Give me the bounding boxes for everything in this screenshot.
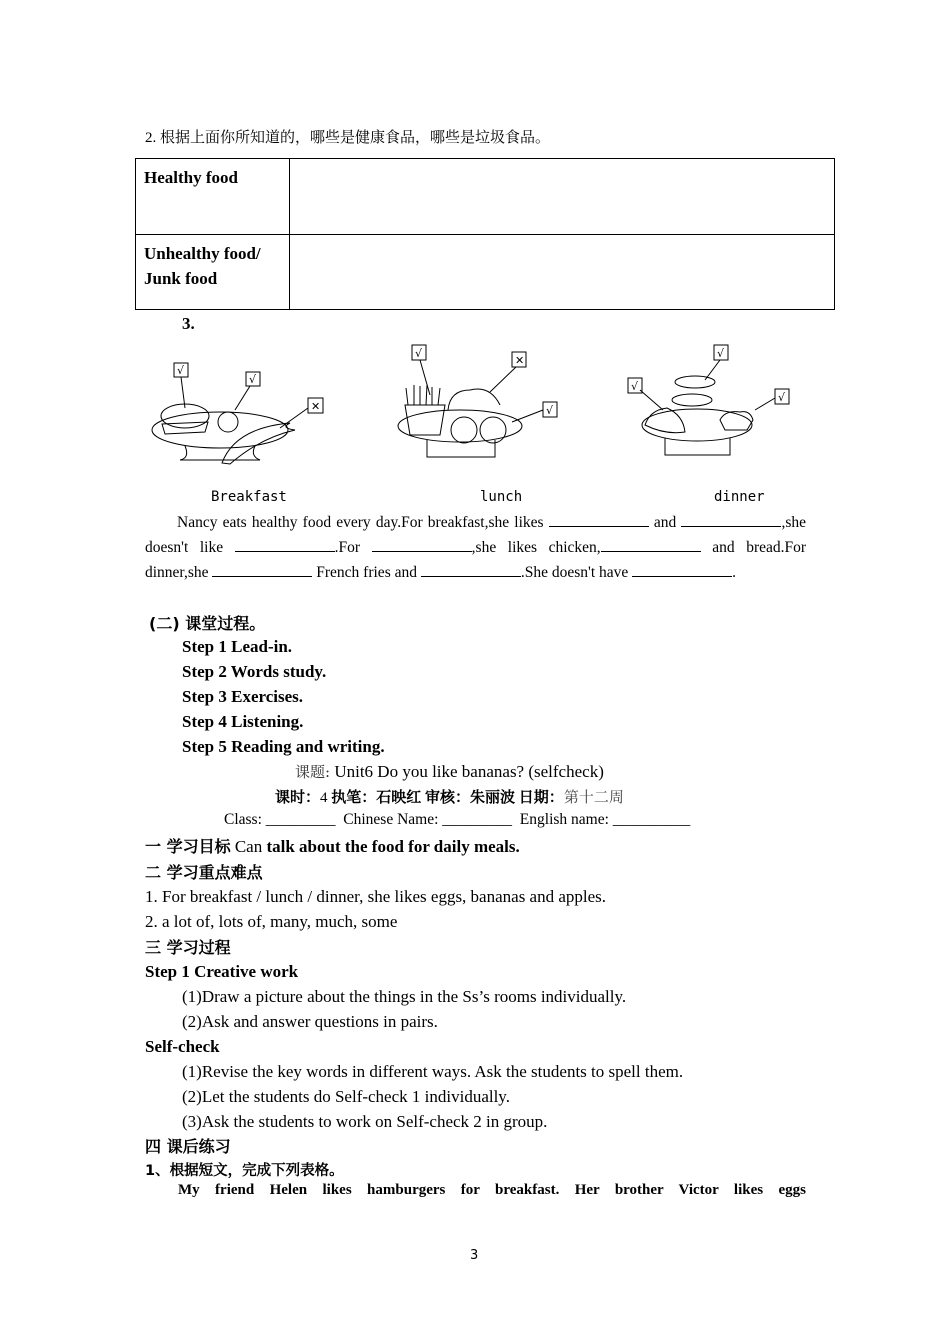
- cross-mark-icon: [308, 398, 323, 413]
- answer-blank[interactable]: [681, 512, 781, 527]
- selfcheck-item: (3)Ask the students to work on Self-check 2 in group.: [182, 1112, 548, 1131]
- topic-title: Unit6 Do you like bananas? (selfcheck): [334, 762, 604, 781]
- apple: [218, 412, 238, 432]
- question-3-number: 3.: [182, 314, 195, 333]
- step-item: Step 5 Reading and writing.: [182, 737, 385, 756]
- answer-blank[interactable]: [372, 537, 472, 552]
- unhealthy-food-label: [136, 235, 290, 310]
- paragraph-text: .She doesn't have: [520, 564, 629, 581]
- vegetables: [720, 412, 753, 430]
- check-mark-icon: [543, 402, 557, 417]
- writer: 执笔：石映红: [331, 788, 422, 806]
- paragraph-text: and: [653, 514, 677, 531]
- answer-blank[interactable]: [549, 512, 649, 527]
- food-classification-table: [135, 158, 835, 310]
- period-value: 4: [320, 790, 328, 806]
- meal-label-breakfast: Breakfast: [211, 489, 287, 505]
- svg-text:√: √: [717, 347, 725, 360]
- check-mark-icon: [174, 363, 188, 377]
- unhealthy-food-label-line2: Junk food: [144, 269, 218, 288]
- step-item: Step 3 Exercises.: [182, 687, 304, 706]
- broccoli: [448, 389, 500, 410]
- chinese-name-label: Chinese Name:: [343, 811, 439, 828]
- french-fries: [405, 405, 445, 435]
- cross-mark-icon: [512, 352, 526, 367]
- key-point-item: 2. a lot of, lots of, many, much, some: [145, 912, 398, 931]
- check-mark-icon: [628, 378, 642, 393]
- paragraph-text: Nancy eats healthy food every day.For breakfast,she likes: [177, 514, 544, 531]
- tomato: [451, 417, 477, 443]
- class-field[interactable]: _________: [265, 811, 336, 828]
- homework-heading: 四 课后练习: [145, 1137, 231, 1156]
- healthy-food-label: Healthy food: [136, 159, 290, 235]
- answer-blank[interactable]: [421, 562, 521, 577]
- svg-text:√: √: [631, 380, 639, 393]
- step-item: Step 4 Listening.: [182, 712, 304, 731]
- check-mark-icon: [714, 345, 728, 360]
- svg-text:√: √: [177, 364, 185, 377]
- class-label: Class:: [224, 811, 262, 828]
- learning-objective: [145, 834, 520, 859]
- table-row-unhealthy: [136, 235, 835, 310]
- reviewer: 审核：朱丽波: [425, 788, 516, 806]
- objective-heading: 一 学习目标: [145, 837, 231, 856]
- date-label: 日期：: [518, 788, 564, 806]
- process-heading: 三 学习过程: [145, 938, 231, 957]
- lunch-illustration: [390, 340, 570, 465]
- fill-in-paragraph: [145, 510, 806, 585]
- check-mark-icon: [246, 372, 260, 386]
- paragraph-text: and bread.For dinner,she: [145, 539, 807, 581]
- unhealthy-food-label-line1: Unhealthy food/: [144, 244, 261, 263]
- step1-item: (1)Draw a picture about the things in the Ss’s rooms individually.: [182, 987, 627, 1006]
- exercise-1-instruction: 1、根据短文，完成下列表格。: [145, 1163, 344, 1179]
- chinese-name-field[interactable]: _________: [442, 811, 513, 828]
- answer-blank[interactable]: [235, 537, 335, 552]
- svg-text:√: √: [249, 373, 257, 386]
- banana: [222, 423, 295, 464]
- unhealthy-food-answer-cell[interactable]: [290, 235, 835, 310]
- page-number: 3: [470, 1248, 479, 1263]
- dinner-illustration: [625, 340, 800, 465]
- bread: [672, 394, 712, 406]
- table-row-healthy: [136, 159, 835, 235]
- step1-title: Step 1 Creative work: [145, 962, 299, 981]
- period-label: 课时：: [275, 788, 321, 806]
- answer-blank[interactable]: [632, 562, 732, 577]
- check-mark-icon: [775, 389, 789, 404]
- question-2-instruction: 2. 根据上面你所知道的，哪些是健康食品，哪些是垃圾食品。: [145, 130, 551, 146]
- svg-text:✕: ✕: [515, 354, 525, 367]
- lesson-topic: [295, 759, 604, 785]
- bread: [675, 376, 715, 388]
- check-mark-icon: [412, 345, 426, 360]
- objective-text: talk about the food for daily meals.: [266, 837, 520, 856]
- date-value: 第十二周: [563, 788, 624, 806]
- selfcheck-item: (2)Let the students do Self-check 1 individually.: [182, 1087, 510, 1106]
- svg-text:√: √: [546, 404, 554, 417]
- selfcheck-item: (1)Revise the key words in different ways. Ask the students to spell them.: [182, 1062, 684, 1081]
- exercise-1-passage: My friend Helen likes hamburgers for breakfast. Her brother Victor likes eggs: [178, 1182, 806, 1198]
- svg-text:√: √: [415, 347, 423, 360]
- step-item: Step 2 Words study.: [182, 662, 327, 681]
- svg-text:✕: ✕: [311, 400, 321, 413]
- classroom-process-heading: (二) 课堂过程。: [149, 614, 266, 633]
- student-info: [224, 811, 690, 829]
- topic-label: 课题:: [295, 763, 331, 781]
- paragraph-text: French fries and: [316, 564, 417, 581]
- meal-label-dinner: dinner: [714, 489, 765, 505]
- english-name-field[interactable]: __________: [612, 811, 691, 828]
- svg-text:√: √: [778, 391, 786, 404]
- answer-blank[interactable]: [212, 562, 312, 577]
- english-name-label: English name:: [519, 811, 609, 828]
- step-item: Step 1 Lead-in.: [182, 637, 293, 656]
- paragraph-text: .For: [334, 539, 361, 556]
- paragraph-text: ,she likes chicken,: [471, 539, 601, 556]
- key-points-heading: 二 学习重点难点: [145, 863, 263, 882]
- key-point-item: 1. For breakfast / lunch / dinner, she likes eggs, bananas and apples.: [145, 887, 607, 906]
- answer-blank[interactable]: [601, 537, 701, 552]
- paragraph-text: .: [732, 564, 737, 581]
- meal-label-lunch: lunch: [480, 489, 523, 505]
- healthy-food-answer-cell[interactable]: [290, 159, 835, 235]
- breakfast-illustration: [150, 358, 330, 468]
- paragraph-text: ,she doesn't like: [145, 514, 807, 556]
- selfcheck-title: Self-check: [145, 1037, 220, 1056]
- step1-item: (2)Ask and answer questions in pairs.: [182, 1012, 438, 1031]
- lesson-meta: [275, 786, 624, 807]
- objective-prefix: Can: [234, 837, 263, 856]
